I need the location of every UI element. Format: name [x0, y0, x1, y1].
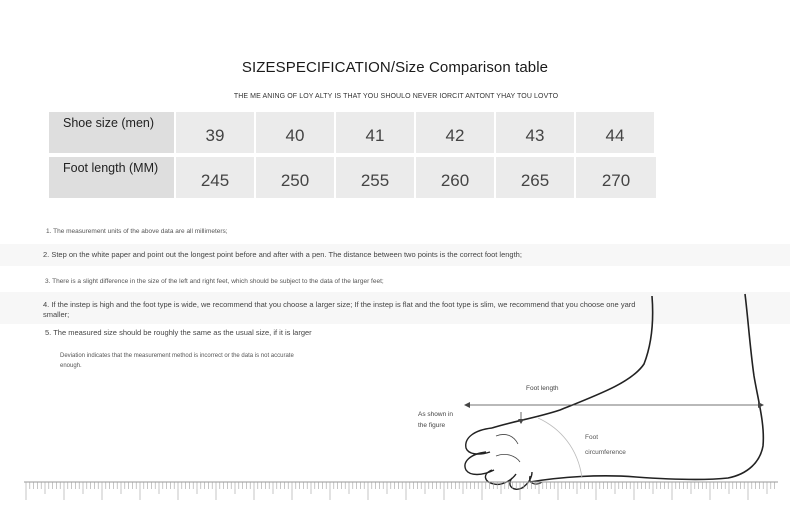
table-cell: 255 — [336, 157, 416, 198]
table-cell: 40 — [256, 112, 336, 153]
toe-detail — [496, 434, 520, 462]
note-4: 4. If the instep is high and the foot type is wide, we recommend that you choose a larger size; If the instep is flat and the foot type is slim, we recommend that you choose one yard smaller; — [43, 300, 636, 319]
table-cell: 42 — [416, 112, 496, 153]
circumference-arc — [538, 418, 582, 478]
row-header-shoe-size: Shoe size (men) — [49, 112, 176, 153]
big-toe — [466, 428, 492, 454]
table-cell: 41 — [336, 112, 416, 153]
table-cell: 44 — [576, 112, 656, 153]
page-subtitle: THE ME ANING OF LOY ALTY IS THAT YOU SHOULO NEVER IORCIT ANTONT YHAY TOU LOVTO — [233, 93, 559, 100]
arrow-head-left — [464, 402, 470, 408]
table-cell: 265 — [496, 157, 576, 198]
table-cell: 245 — [176, 157, 256, 198]
table-cell: 260 — [416, 157, 496, 198]
table-cell: 250 — [256, 157, 336, 198]
note-3: 3. There is a slight difference in the size of the left and right feet, which should be subject to the data of the larger feet; — [45, 278, 384, 285]
as-shown-label: As shown in — [418, 411, 454, 418]
heel-outline — [530, 294, 763, 482]
foot-length-label: Foot length — [526, 385, 559, 392]
table-cell: 270 — [576, 157, 656, 198]
note-5: 5. The measured size should be roughly the same as the usual size, if it is larger — [45, 328, 312, 337]
note-1: 1. The measurement units of the above data are all millimeters; — [46, 228, 228, 235]
foot-outline — [492, 296, 653, 428]
table-cell: 39 — [176, 112, 256, 153]
ruler-ticks — [26, 482, 775, 500]
deviation-note: Deviation indicates that the measurement method is incorrect or the data is not accurate enough. — [60, 353, 294, 369]
note-2: 2. Step on the white paper and point out the longest point before and after with a pen. The distance between two points is the correct foot length; — [43, 250, 522, 259]
as-shown-label-2: the figure — [418, 422, 446, 429]
circumference-label: Foot — [585, 434, 599, 441]
arrow-head-right — [758, 402, 764, 408]
table-cell: 43 — [496, 112, 576, 153]
measuring-ruler — [24, 480, 780, 506]
row-header-foot-length: Foot length (MM) — [49, 157, 176, 198]
page-title: SIZESPECIFICATION/Size Comparison table — [241, 59, 549, 76]
circumference-label-2: circumference — [585, 449, 626, 456]
